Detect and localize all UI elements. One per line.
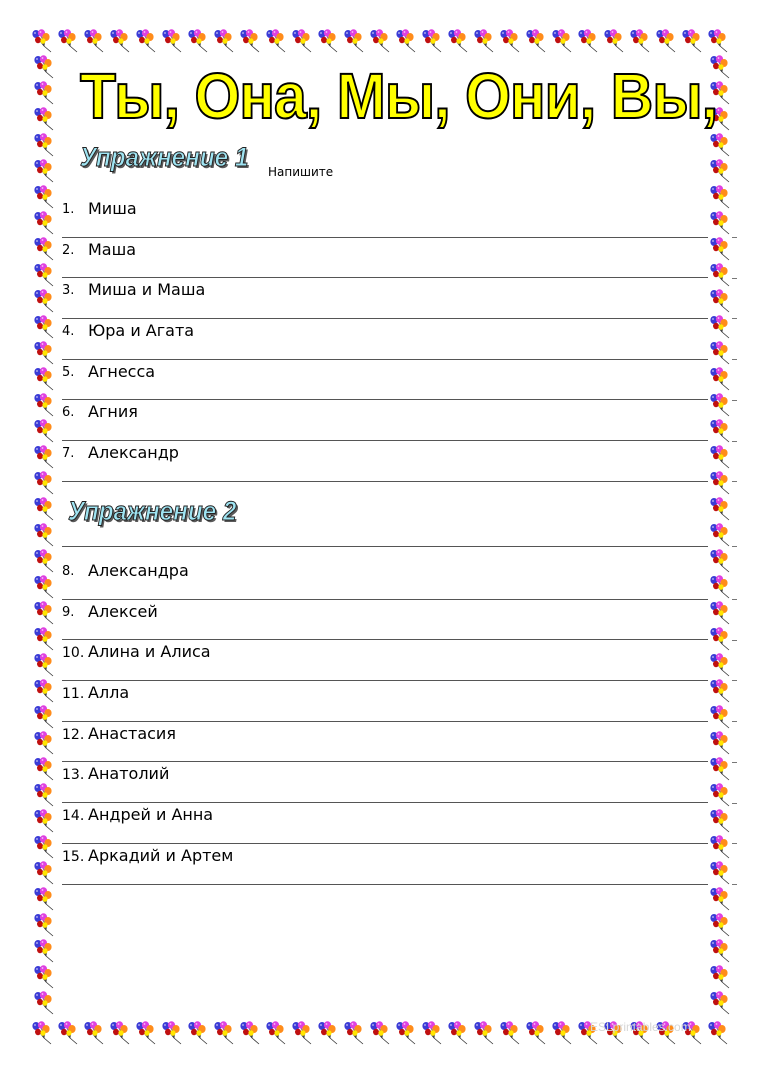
exercise-1-list — [62, 197, 708, 482]
balloon-bunch-icon — [370, 29, 389, 52]
list-item — [62, 441, 708, 482]
balloon-bunch-icon — [710, 809, 729, 832]
balloon-bunch-icon — [136, 29, 155, 52]
margin-tick — [732, 546, 737, 547]
exercise-2-heading: Упражнение 2 — [68, 496, 237, 526]
balloon-bunch-icon — [448, 29, 467, 52]
balloon-bunch-icon — [710, 497, 729, 520]
balloon-bunch-icon — [344, 1021, 363, 1044]
balloon-bunch-icon — [448, 1021, 467, 1044]
balloon-bunch-icon — [240, 1021, 259, 1044]
balloon-bunch-icon — [710, 393, 729, 416]
balloon-bunch-icon — [34, 523, 53, 546]
balloon-bunch-icon — [188, 1021, 207, 1044]
margin-tick — [732, 762, 737, 763]
balloon-bunch-icon — [34, 627, 53, 650]
item-name: Алла — [88, 683, 130, 703]
balloon-bunch-icon — [110, 1021, 129, 1044]
balloon-bunch-icon — [710, 913, 729, 936]
balloon-bunch-icon — [500, 1021, 519, 1044]
balloon-bunch-icon — [58, 1021, 77, 1044]
item-name: Маша — [88, 239, 137, 259]
balloon-bunch-icon — [34, 939, 53, 962]
balloon-bunch-icon — [710, 601, 729, 624]
item-name: Аркадий и Артем — [88, 845, 234, 865]
balloon-bunch-icon — [34, 263, 53, 286]
balloon-bunch-icon — [396, 1021, 415, 1044]
margin-tick — [732, 278, 737, 279]
balloon-bunch-icon — [34, 965, 53, 988]
balloon-bunch-icon — [710, 861, 729, 884]
item-name: Анатолий — [88, 764, 170, 784]
balloon-bunch-icon — [34, 55, 53, 78]
balloon-bunch-icon — [318, 1021, 337, 1044]
list-item — [62, 238, 708, 279]
balloon-bunch-icon — [710, 783, 729, 806]
list-item — [62, 803, 708, 844]
balloon-bunch-icon — [34, 835, 53, 858]
balloon-bunch-icon — [710, 991, 729, 1014]
item-name: Агнесса — [88, 361, 156, 381]
item-number: 1. — [62, 202, 75, 217]
balloon-bunch-icon — [578, 29, 597, 52]
balloon-bunch-icon — [292, 1021, 311, 1044]
item-name: Александра — [88, 561, 189, 580]
item-number: 8. — [62, 564, 75, 579]
answer-line — [62, 546, 708, 547]
balloon-bunch-icon — [526, 29, 545, 52]
balloon-bunch-icon — [162, 29, 181, 52]
balloon-bunch-icon — [34, 393, 53, 416]
balloon-bunch-icon — [710, 575, 729, 598]
margin-tick — [732, 843, 737, 844]
balloon-bunch-icon — [34, 887, 53, 910]
balloon-bunch-icon — [710, 627, 729, 650]
balloon-bunch-icon — [396, 29, 415, 52]
margin-tick — [732, 721, 737, 722]
item-number: 3. — [62, 283, 75, 299]
balloon-bunch-icon — [710, 159, 729, 182]
balloon-bunch-icon — [710, 263, 729, 286]
list-item — [62, 762, 708, 803]
balloon-bunch-icon — [34, 575, 53, 598]
list-item — [62, 360, 708, 401]
item-number: 11. — [62, 686, 85, 703]
balloon-bunch-icon — [34, 809, 53, 832]
balloon-bunch-icon — [370, 1021, 389, 1044]
margin-tick — [732, 400, 737, 401]
balloon-bunch-icon — [34, 861, 53, 884]
balloon-bunch-icon — [110, 29, 129, 52]
balloon-bunch-icon — [32, 29, 51, 52]
balloon-bunch-icon — [318, 29, 337, 52]
balloon-bunch-icon — [34, 211, 53, 234]
balloon-bunch-icon — [526, 1021, 545, 1044]
margin-tick — [732, 640, 737, 641]
balloon-bunch-icon — [604, 29, 623, 52]
balloon-bunch-icon — [34, 601, 53, 624]
balloon-bunch-icon — [34, 367, 53, 390]
balloon-bunch-icon — [34, 757, 53, 780]
balloon-bunch-icon — [710, 679, 729, 702]
balloon-bunch-icon — [708, 29, 727, 52]
balloon-bunch-icon — [710, 731, 729, 754]
balloon-bunch-icon — [710, 757, 729, 780]
balloon-bunch-icon — [240, 29, 259, 52]
margin-tick — [732, 359, 737, 360]
list-item — [62, 640, 708, 681]
balloon-bunch-icon — [710, 835, 729, 858]
margin-tick — [732, 318, 737, 319]
item-name: Алина и Алиса — [88, 642, 211, 662]
balloon-bunch-icon — [32, 1021, 51, 1044]
margin-tick — [732, 599, 737, 600]
balloon-bunch-icon — [34, 991, 53, 1014]
exercise-2-list — [62, 559, 708, 885]
balloon-bunch-icon — [630, 29, 649, 52]
balloon-bunch-icon — [34, 107, 53, 130]
item-name: Миша и Маша — [88, 280, 206, 300]
balloon-bunch-icon — [710, 289, 729, 312]
balloon-bunch-icon — [500, 29, 519, 52]
margin-tick — [732, 481, 737, 482]
balloon-bunch-icon — [34, 913, 53, 936]
balloon-bunch-icon — [214, 29, 233, 52]
item-name: Юра и Агата — [88, 321, 195, 341]
item-number: 14. — [62, 808, 85, 825]
balloon-bunch-icon — [34, 471, 53, 494]
item-name: Миша — [88, 199, 137, 218]
balloon-bunch-icon — [162, 1021, 181, 1044]
balloon-bunch-icon — [34, 315, 53, 338]
item-number: 7. — [62, 446, 75, 462]
list-item — [62, 559, 708, 600]
balloon-bunch-icon — [34, 133, 53, 156]
balloon-bunch-icon — [710, 705, 729, 728]
balloon-bunch-icon — [682, 29, 701, 52]
balloon-bunch-icon — [292, 29, 311, 52]
balloon-bunch-icon — [188, 29, 207, 52]
balloon-bunch-icon — [34, 81, 53, 104]
balloon-bunch-icon — [214, 1021, 233, 1044]
balloon-bunch-icon — [34, 185, 53, 208]
balloon-bunch-icon — [344, 29, 363, 52]
balloon-bunch-icon — [710, 965, 729, 988]
list-item — [62, 600, 708, 641]
balloon-bunch-icon — [710, 237, 729, 260]
balloon-bunch-icon — [710, 367, 729, 390]
balloon-bunch-icon — [710, 211, 729, 234]
balloon-bunch-icon — [474, 29, 493, 52]
balloon-bunch-icon — [34, 341, 53, 364]
balloon-bunch-icon — [34, 653, 53, 676]
balloon-bunch-icon — [656, 29, 675, 52]
item-number: 6. — [62, 405, 75, 421]
item-number: 2. — [62, 242, 75, 258]
item-number: 15. — [62, 848, 85, 865]
balloon-bunch-icon — [34, 289, 53, 312]
balloon-bunch-icon — [710, 887, 729, 910]
balloon-bunch-icon — [710, 315, 729, 338]
exercise-1-heading: Упражнение 1 — [80, 142, 249, 172]
worksheet-title: Ты, Она, Мы, Они, Вы, — [80, 60, 718, 132]
balloon-bunch-icon — [34, 705, 53, 728]
balloon-bunch-icon — [710, 419, 729, 442]
balloon-bunch-icon — [34, 237, 53, 260]
balloon-bunch-icon — [708, 1021, 727, 1044]
balloon-bunch-icon — [34, 549, 53, 572]
item-name: Александр — [88, 443, 179, 463]
balloon-bunch-icon — [266, 29, 285, 52]
item-name: Алексей — [88, 601, 158, 621]
balloon-bunch-icon — [710, 939, 729, 962]
list-item — [62, 722, 708, 763]
list-item — [62, 197, 708, 238]
margin-tick — [732, 884, 737, 885]
balloon-bunch-icon — [34, 783, 53, 806]
exercise-1-instruction: Напишите — [268, 165, 334, 179]
item-name: Андрей и Анна — [88, 805, 214, 825]
list-item — [62, 844, 708, 885]
item-number: 4. — [62, 324, 75, 340]
item-number: 10. — [62, 645, 85, 662]
balloon-bunch-icon — [552, 29, 571, 52]
balloon-bunch-icon — [34, 419, 53, 442]
item-name: Агния — [88, 402, 138, 422]
balloon-bunch-icon — [710, 653, 729, 676]
balloon-bunch-icon — [34, 679, 53, 702]
balloon-bunch-icon — [710, 341, 729, 364]
balloon-bunch-icon — [474, 1021, 493, 1044]
balloon-bunch-icon — [552, 1021, 571, 1044]
balloon-bunch-icon — [34, 731, 53, 754]
item-number: 9. — [62, 604, 75, 620]
balloon-bunch-icon — [710, 549, 729, 572]
balloon-bunch-icon — [422, 29, 441, 52]
margin-tick — [732, 237, 737, 238]
list-item — [62, 681, 708, 722]
balloon-bunch-icon — [710, 133, 729, 156]
list-item — [62, 400, 708, 441]
margin-tick — [732, 680, 737, 681]
item-number: 5. — [62, 364, 75, 380]
balloon-bunch-icon — [34, 445, 53, 468]
balloon-bunch-icon — [266, 1021, 285, 1044]
balloon-bunch-icon — [84, 1021, 103, 1044]
list-item — [62, 319, 708, 360]
margin-tick — [732, 803, 737, 804]
balloon-bunch-icon — [710, 185, 729, 208]
balloon-bunch-icon — [34, 497, 53, 520]
list-item — [62, 278, 708, 319]
balloon-bunch-icon — [710, 471, 729, 494]
item-name: Анастасия — [88, 723, 176, 743]
item-number: 12. — [62, 726, 85, 743]
balloon-bunch-icon — [710, 445, 729, 468]
balloon-bunch-icon — [710, 523, 729, 546]
watermark: ESLprintables.com — [590, 1020, 691, 1034]
balloon-bunch-icon — [58, 29, 77, 52]
balloon-bunch-icon — [136, 1021, 155, 1044]
margin-tick — [732, 441, 737, 442]
item-number: 13. — [62, 767, 85, 784]
balloon-bunch-icon — [34, 159, 53, 182]
balloon-bunch-icon — [422, 1021, 441, 1044]
balloon-bunch-icon — [84, 29, 103, 52]
